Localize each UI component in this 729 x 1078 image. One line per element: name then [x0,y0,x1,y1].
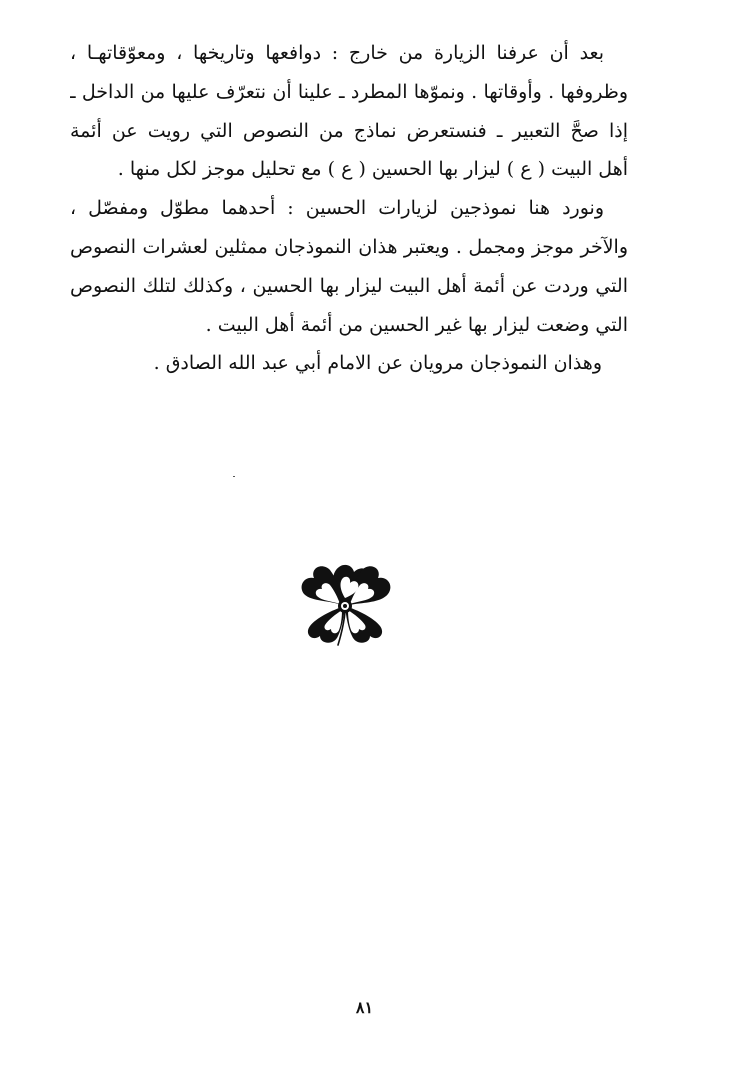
text-line: أهل البيت ( ع ) ليزار بها الحسين ( ع ) مع تحليل موجز لكل منها . [117,158,628,181]
body-text [70,34,628,383]
text-line: وظروفها . وأوقاتها . ونموّها المطرد ـ علينا أن نتعرّف عليها من الداخل ـ [70,80,628,103]
text-line: ونورد هنا نموذجين لزيارات الحسين : أحدهما مطوّل ومفصّل ، [70,197,604,220]
print-speck [233,476,235,477]
text-line: التي وضعت ليزار بها غير الحسين من أئمة أهل البيت . [205,313,628,336]
trefoil-flower-icon [290,548,400,648]
text-line: وهذان النموذجان مرويان عن الامام أبي عبد الله الصادق . [153,352,602,375]
page-number: ٨١ [355,998,374,1017]
text-line: إذا صحَّ التعبير ـ فنستعرض نماذج من النصوص التي رويت عن أئمة [70,119,628,142]
text-line: بعد أن عرفنا الزيارة من خارج : دوافعها وتاريخها ، ومعوّقاتهـا ، [70,42,604,64]
text-line: والآخر موجز ومجمل . ويعتبر هذان النموذجان ممثلين لعشرات النصوص [70,235,628,258]
text-line: التي وردت عن أئمة أهل البيت ليزار بها الحسين ، وكذلك لتلك النصوص [70,274,628,297]
